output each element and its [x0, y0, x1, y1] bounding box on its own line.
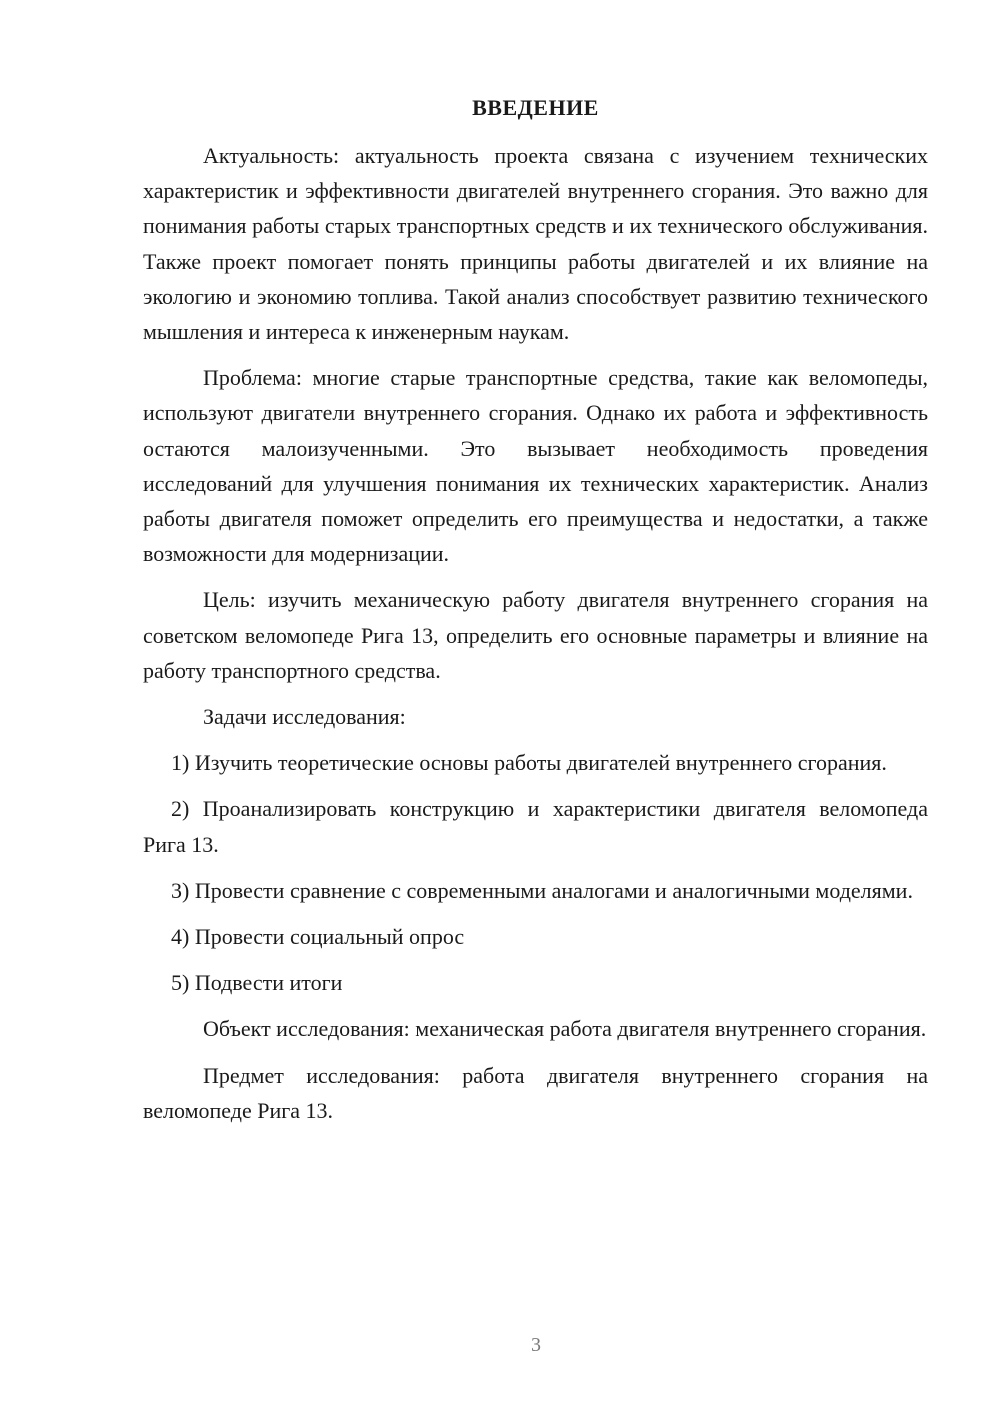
list-item-number: 3)	[171, 877, 190, 903]
paragraph-problem: Проблема: многие старые транспортные средства, такие как веломопеды, используют двигатели внутреннего сгорания. Однако их работа и эффективность остаются малоизученными. Это вызывает необходимость проведения исследований для улучшения понимания их технических характеристик. Анализ работы двигателя поможет определить его преимущества и недостатки, а также возможности для модернизации.	[143, 365, 928, 567]
list-item-text: Провести социальный опрос	[194, 924, 465, 950]
list-item	[143, 791, 928, 861]
list-item-text: Провести сравнение с современными аналогами и аналогичными моделями.	[194, 877, 913, 903]
list-item-text: Подвести итоги	[194, 970, 343, 996]
paragraph-subject: Предмет исследования: работа двигателя внутреннего сгорания на веломопеде Рига 13.	[143, 1062, 928, 1123]
paragraph-goal: Цель: изучить механическую работу двигателя внутреннего сгорания на советском веломопеде Рига 13, определить его основные параметры и влияние на работу транспортного средства.	[143, 587, 928, 683]
paragraph-relevance: Актуальность: актуальность проекта связана с изучением технических характеристик и эффективности двигателей внутреннего сгорания. Это важно для понимания работы старых транспортных средств и их технического обслуживания. Также проект помогает понять принципы работы двигателей и их влияние на экологию и экономию топлива. Такой анализ способствует развитию технического мышления и интереса к инженерным наукам.	[143, 143, 928, 345]
document-page	[143, 92, 928, 1139]
paragraph-object: Объект исследования: механическая работа двигателя внутреннего сгорания.	[203, 1016, 927, 1042]
paragraph-tasks-heading: Задачи исследования:	[203, 704, 406, 730]
list-item	[143, 919, 928, 954]
list-item-number: 4)	[171, 924, 190, 950]
list-item	[143, 745, 928, 780]
list-item-text: Изучить теоретические основы работы двигателей внутреннего сгорания.	[194, 750, 887, 776]
list-item	[143, 965, 928, 1000]
list-item-number: 5)	[171, 970, 190, 996]
page-number: 3	[531, 1334, 541, 1356]
page-title: ВВЕДЕНИЕ	[472, 95, 599, 120]
list-item-text: Проанализировать конструкцию и характеристики двигателя веломопеда Рига 13.	[143, 796, 928, 857]
list-item	[143, 873, 928, 908]
list-item-number: 2)	[171, 796, 190, 822]
list-item-number: 1)	[171, 750, 190, 776]
